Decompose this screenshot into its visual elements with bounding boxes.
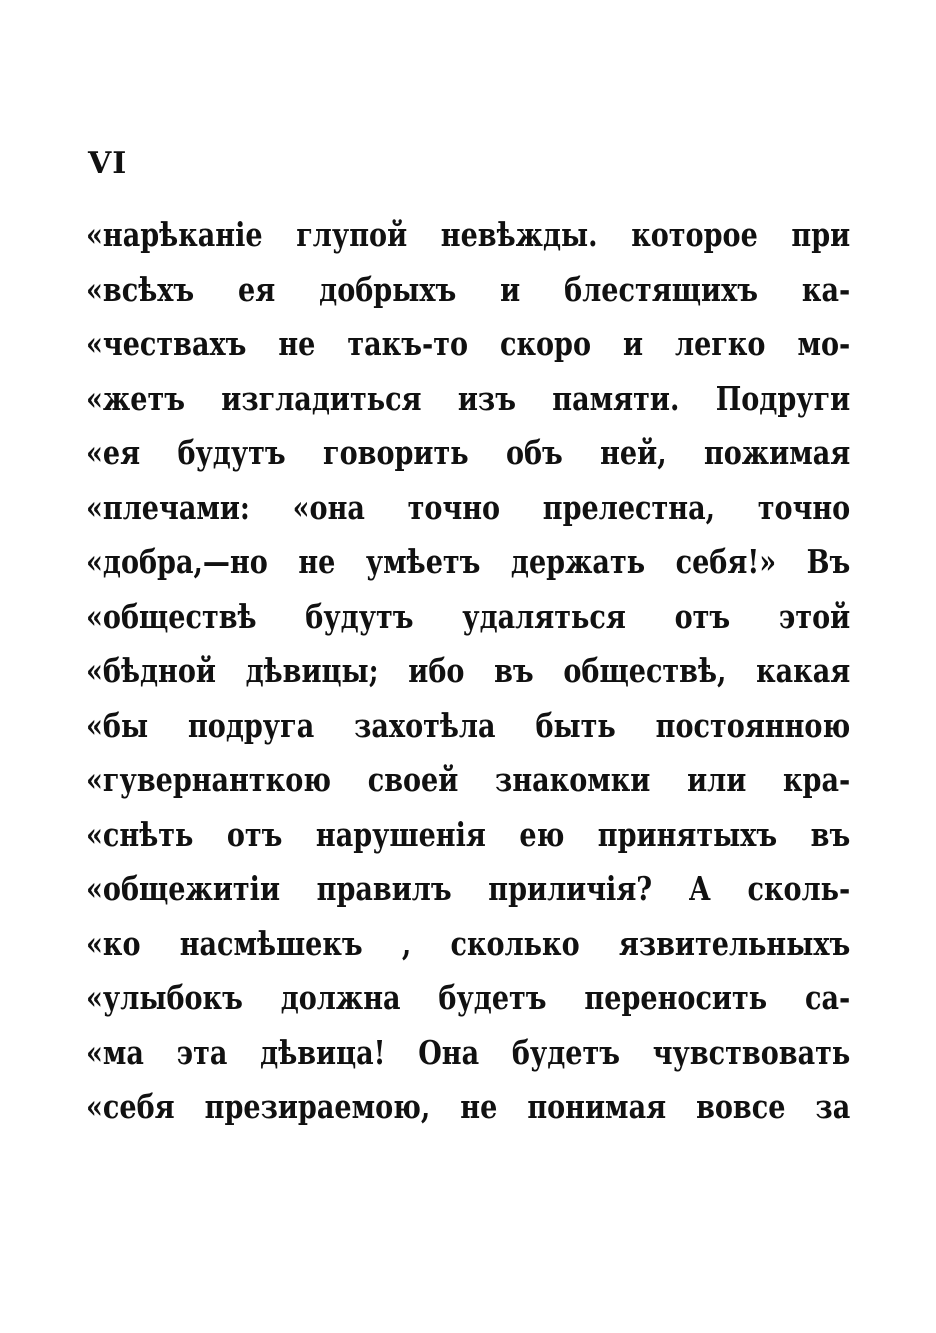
body-text <box>86 208 850 1135</box>
text-line: «гувернанткою своей знакомки или кра- <box>86 760 851 799</box>
text-line: «плечами: «она точно прелестна, точно <box>86 487 851 527</box>
text-line: «чествахъ не такъ-то скоро и легко мо- <box>86 324 851 363</box>
text-line: «ея будутъ говорить объ ней, пожимая <box>86 433 851 472</box>
text-line: «жетъ изгладиться изъ памяти. Подруги <box>86 378 851 418</box>
text-line: «себя презираемою, не понимая вовсе за <box>86 1087 851 1126</box>
text-line: «бѣдной дѣвицы; ибо въ обществѣ, какая <box>86 651 851 690</box>
page-number: VI <box>88 146 128 181</box>
text-line: «ко насмѣшекъ , сколько язвительныхъ <box>86 923 851 963</box>
text-line: «общежитіи правилъ приличія? А сколь- <box>86 869 851 908</box>
text-line: «всѣхъ ея добрыхъ и блестящихъ ка- <box>86 269 851 309</box>
text-line: «улыбокъ должна будетъ переносить са- <box>86 978 851 1017</box>
text-line: «обществѣ будутъ удаляться отъ этой <box>86 596 851 636</box>
text-line: «снѣть отъ нарушенія ею принятыхъ въ <box>86 814 851 854</box>
text-line: «ма эта дѣвица! Она будетъ чувствовать <box>86 1032 851 1072</box>
text-line: «нарѣканіе глупой невѣжды. которое при <box>86 215 851 254</box>
text-line: «добра,—но не умѣетъ держать себя!» Въ <box>86 542 851 581</box>
text-line: «бы подруга захотѣла быть постоянною <box>86 705 851 745</box>
